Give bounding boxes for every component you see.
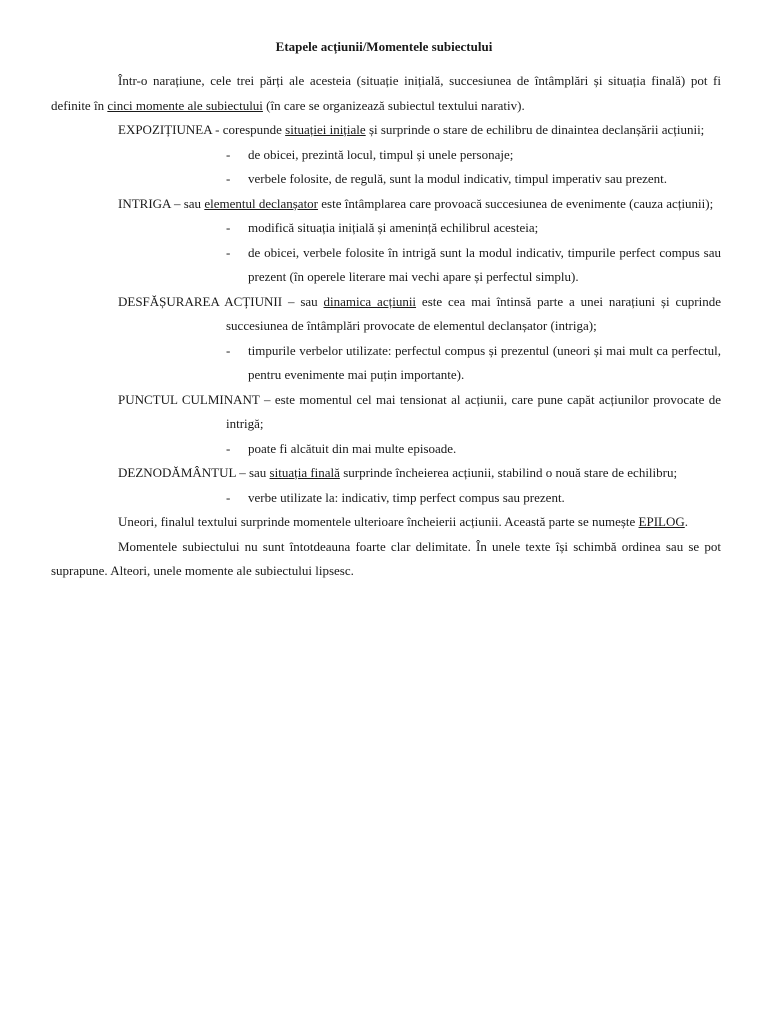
section-text-a: – sau — [282, 293, 324, 309]
section-underlined: situația finală — [269, 465, 340, 480]
document-body — [51, 69, 721, 584]
list-item — [226, 241, 721, 290]
bullet-dash: - — [226, 146, 231, 162]
section-term: INTRIGA — [118, 195, 171, 211]
bullet-text: verbe utilizate la: indicativ, timp perfect compus sau prezent. — [248, 489, 565, 505]
list-item — [226, 216, 721, 241]
section-deznodamantul — [118, 461, 721, 486]
intro-paragraph — [51, 69, 721, 118]
section-desfasurarea — [118, 290, 721, 339]
bullet-text: poate fi alcătuit din mai multe episoade. — [248, 440, 457, 456]
bullet-dash: - — [226, 440, 231, 456]
section-text-a: – sau — [235, 465, 270, 480]
bullet-text: timpurile verbelor utilizate: perfectul compus și prezentul (uneori și mai mult ca perfectul, pentru evenimente mai puțin importante). — [248, 342, 721, 382]
bullet-text: modifică situația inițială și amenință echilibrul acesteia; — [248, 220, 539, 235]
section-text-a: – sau — [170, 195, 205, 211]
bullet-dash: - — [226, 342, 231, 358]
intro-text-b: (în care se organizează subiectul textului narativ). — [262, 97, 525, 113]
list-item — [226, 167, 721, 192]
bullet-dash: - — [226, 489, 231, 505]
section-term: EXPOZIȚIUNEA — [118, 122, 212, 137]
bullet-dash: - — [226, 171, 231, 186]
list-item — [226, 437, 721, 462]
epilog-paragraph — [51, 510, 721, 535]
list-item — [226, 143, 721, 168]
section-punctul-culminant — [118, 388, 721, 437]
epilog-underlined: EPILOG — [638, 514, 685, 529]
bullet-text: de obicei, verbele folosite în intrigă sunt la modul indicativ, timpurile perfect compus sau prezent (în operele literare mai vechi apare și perfectul simplu). — [248, 244, 721, 284]
document-title: Etapele acțiunii/Momentele subiectului — [275, 39, 493, 54]
list-item — [226, 486, 721, 511]
section-text-b: este întâmplarea care provoacă succesiunea de evenimente (cauza acțiunii); — [318, 195, 714, 211]
bullet-text: de obicei, prezintă locul, timpul și unele personaje; — [248, 146, 514, 162]
section-underlined: dinamica acțiunii — [323, 293, 417, 309]
section-term: DESFĂȘURAREA ACȚIUNII — [118, 293, 283, 309]
bullet-text: verbele folosite, de regulă, sunt la modul indicativ, timpul imperativ sau prezent. — [248, 171, 668, 186]
intro-text-a: Într-o narațiune, cele trei părți ale acesteia (situație inițială, succesiunea de întâmplări și situația finală) pot fi definite în — [51, 73, 721, 113]
section-text-a: – este momentul cel mai tensionat al acțiunii, care pune capăt acțiunilor provocate de intrigă; — [226, 391, 721, 431]
section-underlined: elementul declanșator — [204, 195, 319, 211]
section-text-a: - corespunde — [211, 122, 286, 137]
bullet-dash: - — [226, 244, 231, 260]
section-term: PUNCTUL CULMINANT — [118, 391, 260, 407]
intro-underlined: cinci momente ale subiectului — [107, 97, 263, 113]
section-intriga — [118, 192, 721, 217]
section-text-b: este cea mai întinsă parte a unei narațiuni și cuprinde succesiunea de întâmplări provocate de elementul declanșator (intriga); — [226, 293, 721, 333]
epilog-text-a: Uneori, finalul textului surprinde momentele ulterioare încheierii acțiunii. Această parte se numește — [118, 514, 639, 529]
section-underlined: situației inițiale — [285, 122, 366, 137]
epilog-text-b: . — [684, 514, 689, 529]
section-text-b: surprinde încheierea acțiunii, stabilind o nouă stare de echilibru; — [339, 465, 678, 480]
section-text-b: și surprinde o stare de echilibru de dinaintea declanșării acțiunii; — [365, 122, 705, 137]
list-item — [226, 339, 721, 388]
bullet-dash: - — [226, 220, 231, 235]
closing-paragraph: Momentele subiectului nu sunt întotdeauna foarte clar delimitate. În unele texte își schimbă ordinea sau se pot suprapune. Alteori, unele momente ale subiectului lipsesc. — [51, 538, 721, 578]
section-term: DEZNODĂMÂNTUL — [118, 465, 236, 480]
section-expozitiunea — [118, 118, 721, 143]
